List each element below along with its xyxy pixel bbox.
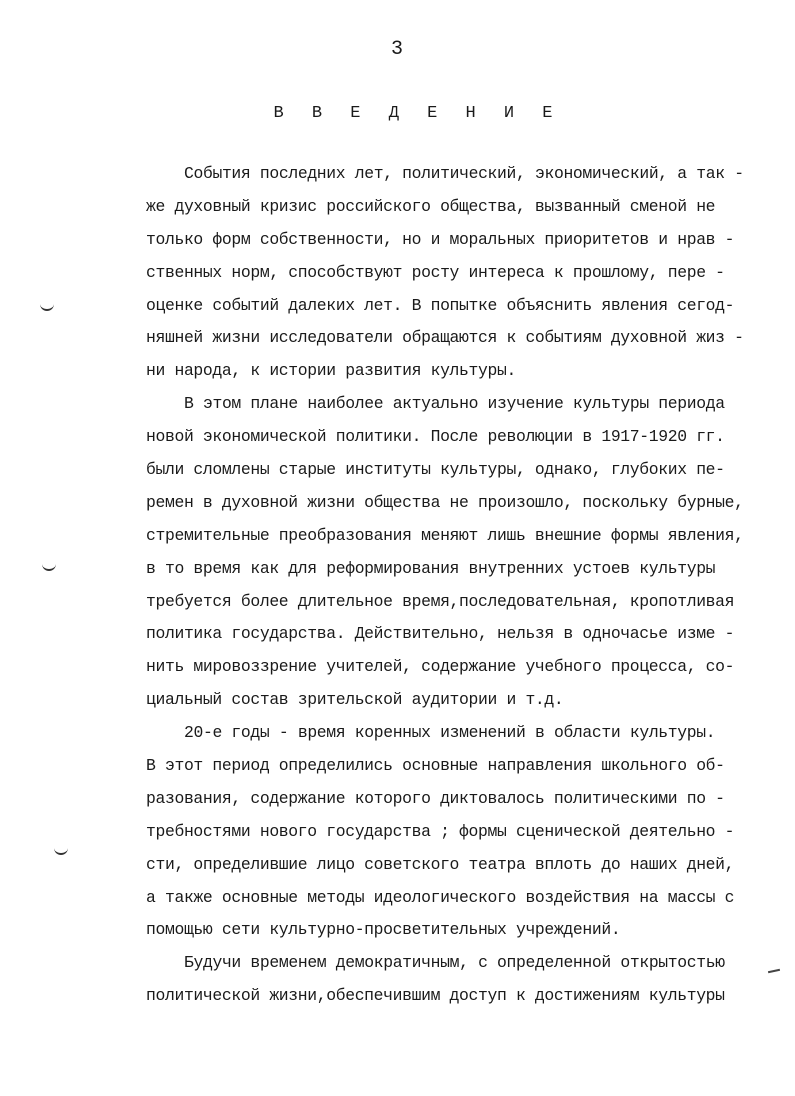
text-line: няшней жизни исследователи обращаются к событиям духовной жиз - <box>146 328 744 348</box>
body-text <box>146 158 751 1013</box>
text-line: оценке событий далеких лет. В попытке объяснить явления сегод- <box>146 295 735 315</box>
text-line: разования, содержание которого диктовалось политическими по - <box>146 788 725 808</box>
text-line: только форм собственности, но и моральных приоритетов и нрав - <box>146 229 735 249</box>
margin-dash <box>768 969 780 973</box>
text-line: нить мировоззрение учителей, содержание учебного процесса, со- <box>146 657 735 677</box>
text-line: В этом плане наиболее актуально изучение культуры периода <box>184 394 725 414</box>
text-line: стремительные преобразования меняют лишь внешние формы явления, <box>146 525 744 545</box>
text-line: В этот период определились основные направления школьного об- <box>146 756 725 776</box>
text-line: ремен в духовной жизни общества не произошло, поскольку бурные, <box>146 492 744 512</box>
text-line: же духовный кризис российского общества, вызванный сменой не <box>146 196 716 216</box>
text-line: политической жизни,обеспечившим доступ к достижениям культуры <box>146 986 725 1006</box>
section-title: В В Е Д Е Н И Е <box>273 104 562 123</box>
text-line: помощью сети культурно-просветительных учреждений. <box>146 920 621 940</box>
text-line: были сломлены старые институты культуры, однако, глубоких пе- <box>146 460 725 480</box>
binding-mark <box>42 563 56 571</box>
text-line: политика государства. Действительно, нельзя в одночасье изме - <box>146 624 735 644</box>
binding-mark <box>40 303 54 311</box>
text-line: новой экономической политики. После революции в 1917-1920 гг. <box>146 427 725 447</box>
text-line: в то время как для реформирования внутренних устоев культуры <box>146 558 716 578</box>
text-line: требуется более длительное время,последовательная, кропотливая <box>146 591 735 611</box>
text-line: ственных норм, способствуют росту интереса к прошлому, пере - <box>146 262 725 282</box>
text-line: а также основные методы идеологического воздействия на массы с <box>146 887 735 907</box>
text-line: ни народа, к истории развития культуры. <box>146 361 516 381</box>
text-line: События последних лет, политический, экономический, а так - <box>184 164 744 183</box>
text-line: циальный состав зрительской аудитории и т.д. <box>146 690 564 710</box>
text-line: 20-е годы - время коренных изменений в области культуры. <box>184 723 716 743</box>
binding-mark <box>54 847 68 855</box>
page-number: 3 <box>390 38 404 61</box>
text-line: требностями нового государства ; формы сценической деятельно - <box>146 821 735 841</box>
text-line: Будучи временем демократичным, с определенной открытостью <box>184 953 725 973</box>
text-line: сти, определившие лицо советского театра вплоть до наших дней, <box>146 854 735 874</box>
